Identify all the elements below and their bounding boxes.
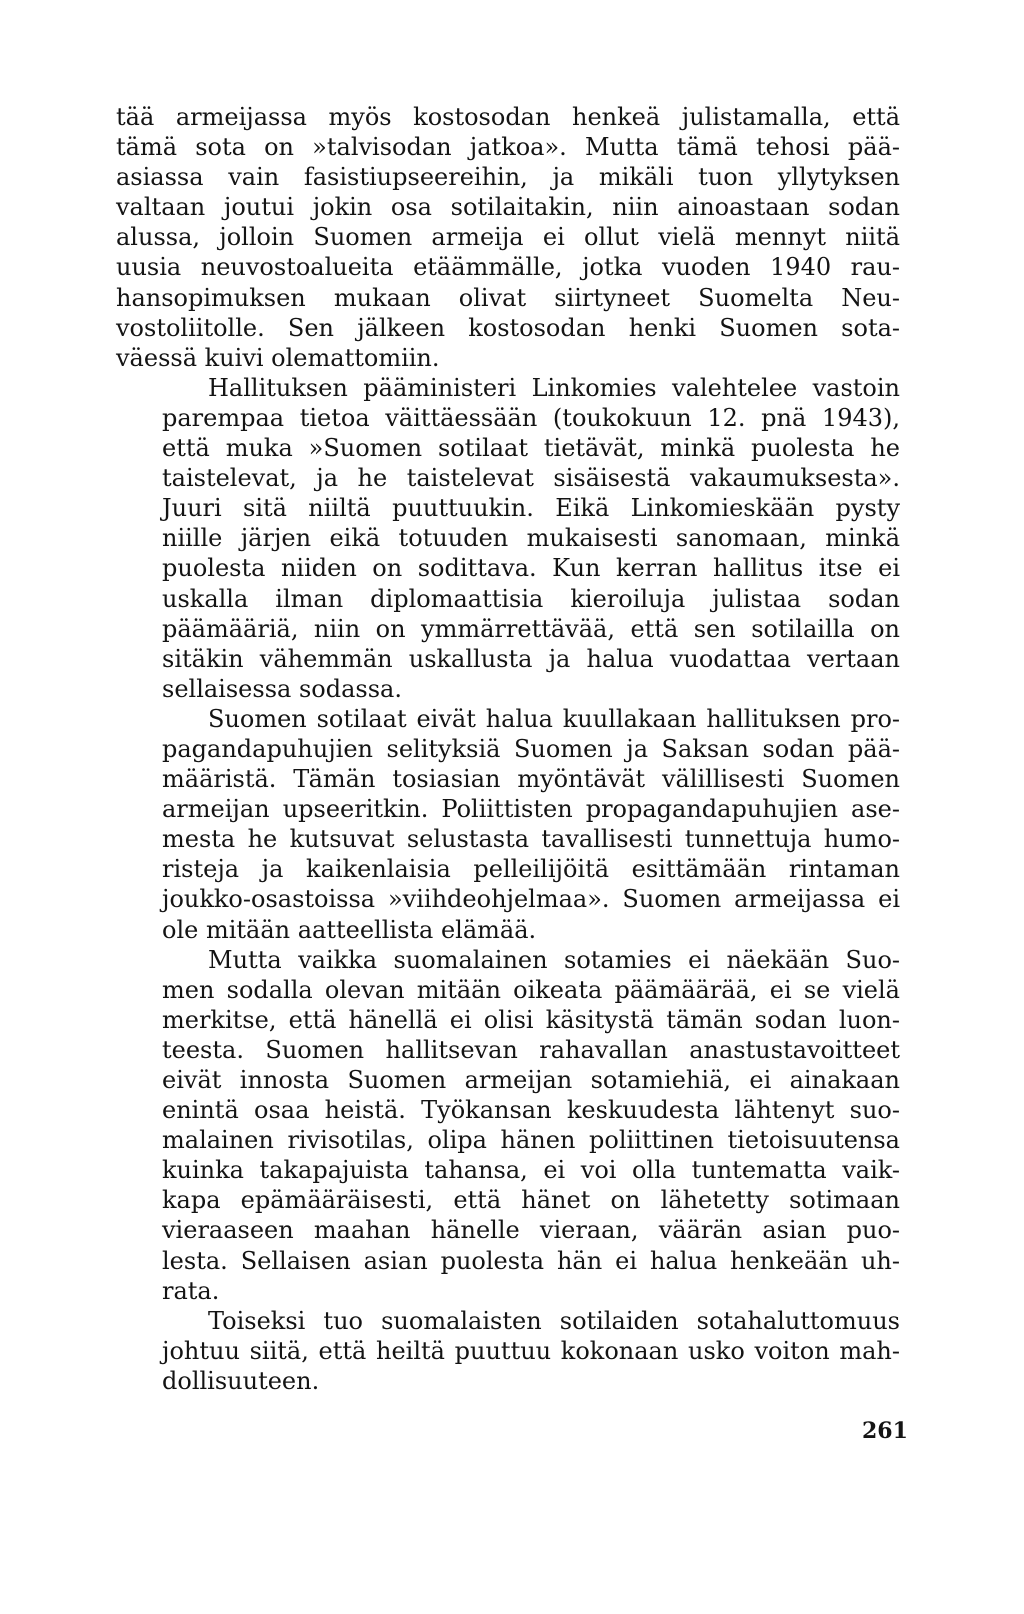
text-line: rata. bbox=[162, 1276, 220, 1305]
text-line: uusia neuvostoalueita etäämmälle, jotka vuoden 1940 rau- bbox=[116, 253, 900, 282]
text-line: Hallituksen pääministeri Linkomies valehtelee vastoin bbox=[208, 373, 900, 402]
text-line: armeijan upseeritkin. Poliittisten propagandapuhujien ase- bbox=[162, 795, 900, 824]
text-line: merkitse, että hänellä ei olisi käsitystä tämän sodan luon- bbox=[162, 1005, 900, 1034]
text-line: malainen rivisotilas, olipa hänen poliittinen tietoisuutensa bbox=[162, 1126, 900, 1155]
text-line: johtuu siitä, että heiltä puuttuu kokonaan usko voiton mah- bbox=[162, 1336, 900, 1365]
text-line: vostoliitolle. Sen jälkeen kostosodan henki Suomen sota- bbox=[116, 313, 900, 342]
text-line: päämääriä, niin on ymmärrettävää, että sen sotilailla on bbox=[162, 614, 900, 643]
text-line: joukko-osastoissa »viihdeohjelmaa». Suomen armeijassa ei bbox=[162, 885, 900, 914]
text-line: Toiseksi tuo suomalaisten sotilaiden sotahaluttomuus bbox=[208, 1306, 900, 1335]
text-line: että muka »Suomen sotilaat tietävät, minkä puolesta he bbox=[162, 434, 900, 463]
text-line: taistelevat, ja he taistelevat sisäisestä vakaumuksesta». bbox=[162, 464, 900, 493]
text-line: Suomen sotilaat eivät halua kuullakaan hallituksen pro- bbox=[208, 704, 900, 733]
text-line: puolesta niiden on sodittava. Kun kerran hallitus itse ei bbox=[162, 554, 900, 583]
page-number: 261 bbox=[862, 1418, 908, 1444]
text-line: tämä sota on »talvisodan jatkoa». Mutta tämä tehosi pää- bbox=[116, 133, 900, 162]
text-line: Juuri sitä niiltä puuttuukin. Eikä Linkomieskään pysty bbox=[162, 494, 900, 523]
text-line: mesta he kutsuvat selustasta tavallisesti tunnettuja humo- bbox=[162, 825, 900, 854]
text-line: pagandapuhujien selityksiä Suomen ja Saksan sodan pää- bbox=[162, 734, 900, 763]
text-line: sitäkin vähemmän uskallusta ja halua vuodattaa vertaan bbox=[162, 644, 900, 673]
text-line: teesta. Suomen hallitsevan rahavallan anastustavoitteet bbox=[162, 1035, 900, 1064]
text-line: parempaa tietoa väittäessään (toukokuun 12. pnä 1943), bbox=[162, 403, 900, 432]
text-line: valtaan joutui jokin osa sotilaitakin, niin ainoastaan sodan bbox=[116, 193, 900, 222]
text-line: men sodalla olevan mitään oikeata päämäärää, ei se vielä bbox=[162, 975, 900, 1004]
text-line: kapa epämääräisesti, että hänet on lähetetty sotimaan bbox=[162, 1186, 900, 1215]
paragraph bbox=[116, 945, 900, 1306]
paragraph bbox=[116, 373, 900, 704]
text-line: sellaisessa sodassa. bbox=[162, 674, 402, 703]
text-line: Mutta vaikka suomalainen sotamies ei näekään Suo- bbox=[208, 945, 900, 974]
text-line: väessä kuivi olemattomiin. bbox=[116, 343, 440, 372]
text-line: vieraaseen maahan hänelle vieraan, väärän asian puo- bbox=[162, 1216, 900, 1245]
text-line: kuinka takapajuista tahansa, ei voi olla tuntematta vaik- bbox=[162, 1156, 900, 1185]
text-line: määristä. Tämän tosiasian myöntävät välillisesti Suomen bbox=[162, 765, 900, 794]
paragraph bbox=[116, 1306, 900, 1396]
text-line: lesta. Sellaisen asian puolesta hän ei halua henkeään uh- bbox=[162, 1246, 900, 1275]
text-line: hansopimuksen mukaan olivat siirtyneet Suomelta Neu- bbox=[116, 283, 900, 312]
paragraph bbox=[116, 102, 900, 373]
text-line: tää armeijassa myös kostosodan henkeä julistamalla, että bbox=[116, 103, 900, 131]
body-text bbox=[116, 102, 900, 1396]
text-line: ole mitään aatteellista elämää. bbox=[162, 915, 537, 944]
text-line: asiassa vain fasistiupseereihin, ja mikäli tuon yllytyksen bbox=[116, 163, 900, 192]
text-line: alussa, jolloin Suomen armeija ei ollut vielä mennyt niitä bbox=[116, 223, 900, 252]
text-line: eivät innosta Suomen armeijan sotamiehiä, ei ainakaan bbox=[162, 1066, 900, 1094]
text-line: niille järjen eikä totuuden mukaisesti sanomaan, minkä bbox=[162, 524, 900, 553]
text-line: risteja ja kaikenlaisia pelleilijöitä esittämään rintaman bbox=[162, 855, 900, 884]
text-line: uskalla ilman diplomaattisia kieroiluja julistaa sodan bbox=[162, 584, 900, 613]
text-line: enintä osaa heistä. Työkansan keskuudesta lähtenyt suo- bbox=[162, 1096, 900, 1125]
paragraph bbox=[116, 704, 900, 945]
text-line: dollisuuteen. bbox=[162, 1366, 320, 1395]
